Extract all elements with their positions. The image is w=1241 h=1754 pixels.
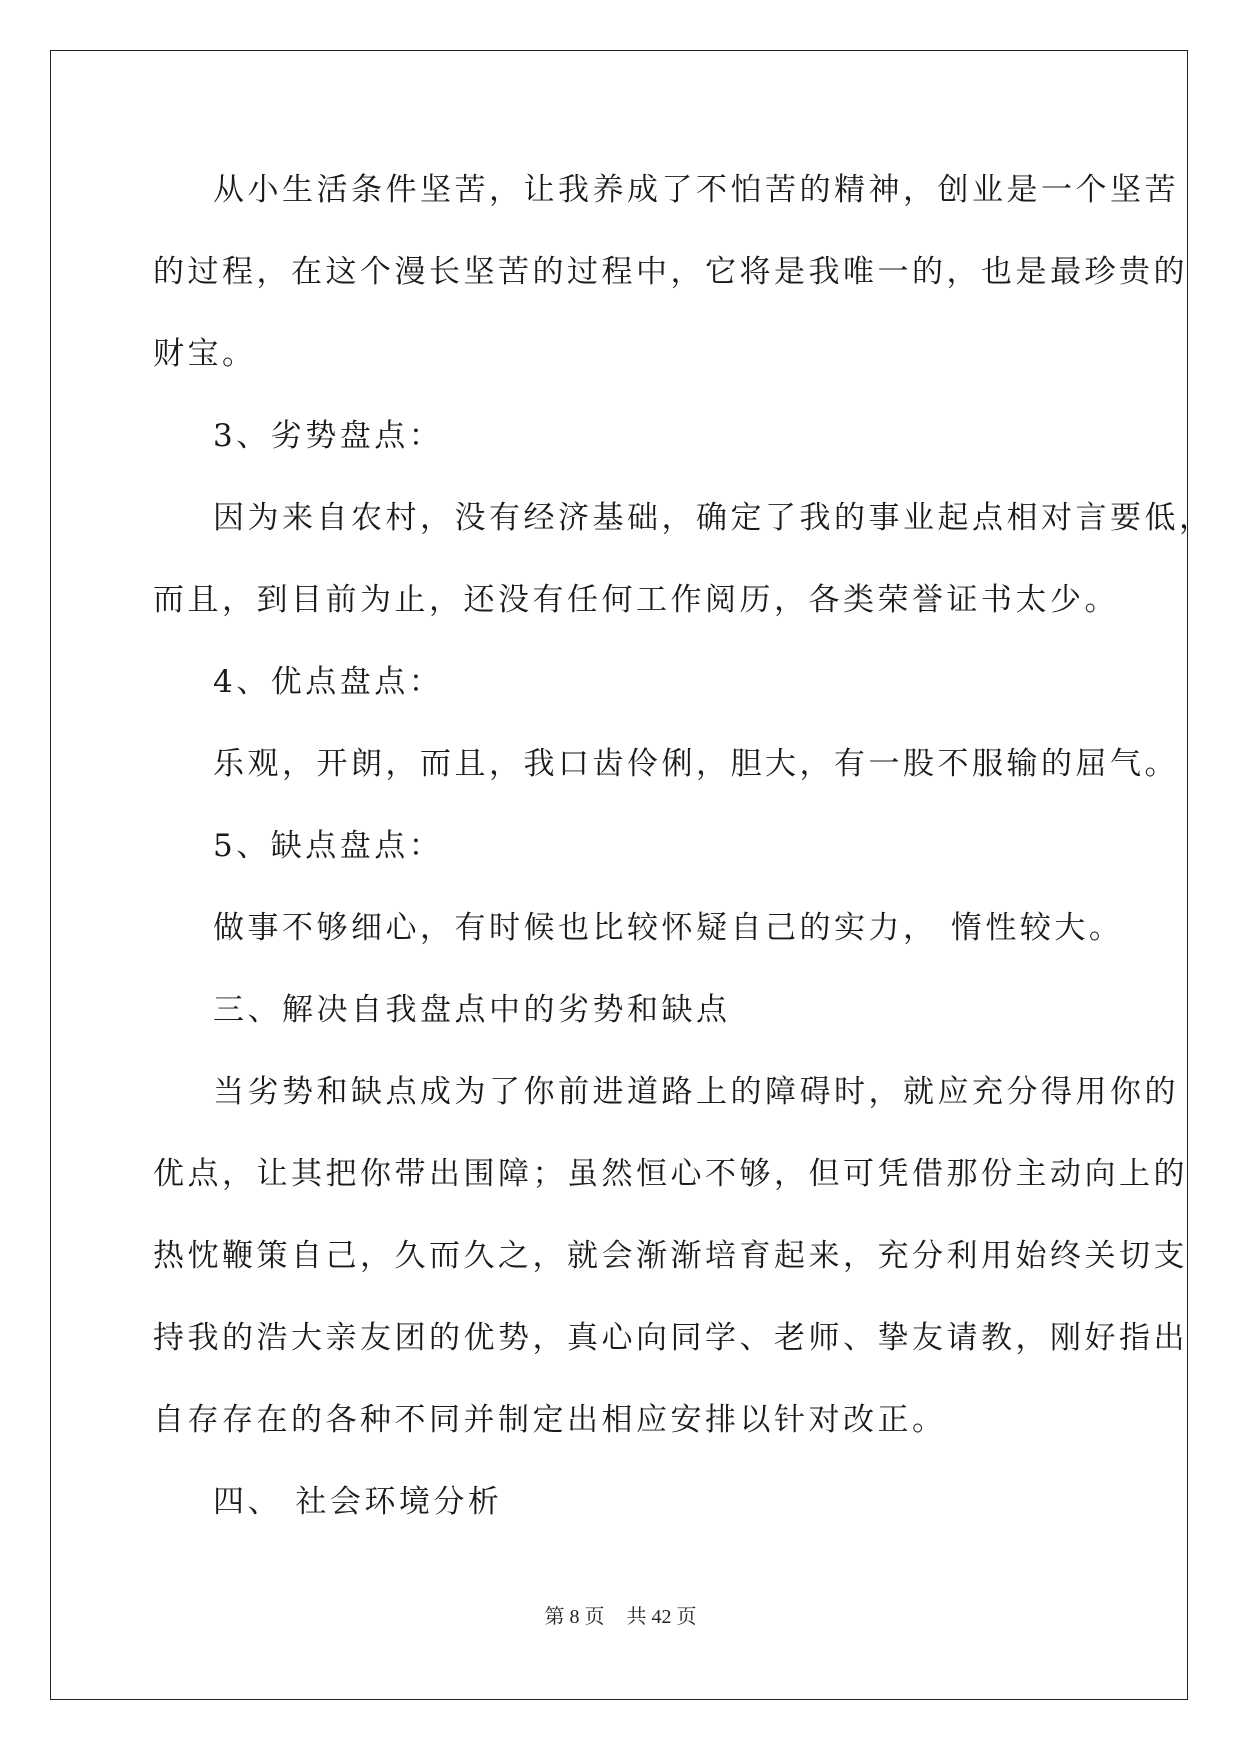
section-heading: 四、 社会环境分析	[213, 1484, 503, 1520]
page-total: 共 42 页	[626, 1606, 697, 1628]
paragraph-line: 因为来自农村，没有经济基础，确定了我的事业起点相对言要低，	[213, 500, 1214, 536]
paragraph-line: 的过程，在这个漫长坚苦的过程中，它将是我唯一的，也是最珍贵的	[153, 254, 1188, 290]
section-heading: 4、优点盘点：	[213, 664, 444, 700]
paragraph-line: 乐观，开朗，而且，我口齿伶俐，胆大，有一股不服输的屈气。	[213, 746, 1179, 782]
section-heading: 3、劣势盘点：	[213, 418, 444, 454]
paragraph-line: 热忱鞭策自己，久而久之，就会渐渐培育起来，充分利用始终关切支	[153, 1238, 1188, 1274]
section-heading: 5、缺点盘点：	[213, 828, 444, 864]
paragraph-line: 持我的浩大亲友团的优势，真心向同学、老师、挚友请教，刚好指出	[153, 1320, 1188, 1356]
paragraph-line: 当劣势和缺点成为了你前进道路上的障碍时，就应充分得用你的	[213, 1074, 1179, 1110]
paragraph-line: 做事不够细心，有时候也比较怀疑自己的实力， 惰性较大。	[213, 910, 1124, 946]
section-heading: 三、解决自我盘点中的劣势和缺点	[213, 992, 731, 1028]
page-border	[50, 50, 1188, 1700]
paragraph-line: 自存存在的各种不同并制定出相应安排以针对改正。	[153, 1402, 947, 1438]
paragraph-line: 财宝。	[153, 336, 257, 372]
paragraph-line: 优点，让其把你带出围障；虽然恒心不够，但可凭借那份主动向上的	[153, 1156, 1188, 1192]
page-footer	[0, 1604, 1241, 1630]
page-number: 第 8 页	[544, 1606, 605, 1628]
paragraph-line: 而且，到目前为止，还没有任何工作阅历，各类荣誉证书太少。	[153, 582, 1119, 618]
paragraph-line: 从小生活条件坚苦，让我养成了不怕苦的精神，创业是一个坚苦	[213, 172, 1179, 208]
